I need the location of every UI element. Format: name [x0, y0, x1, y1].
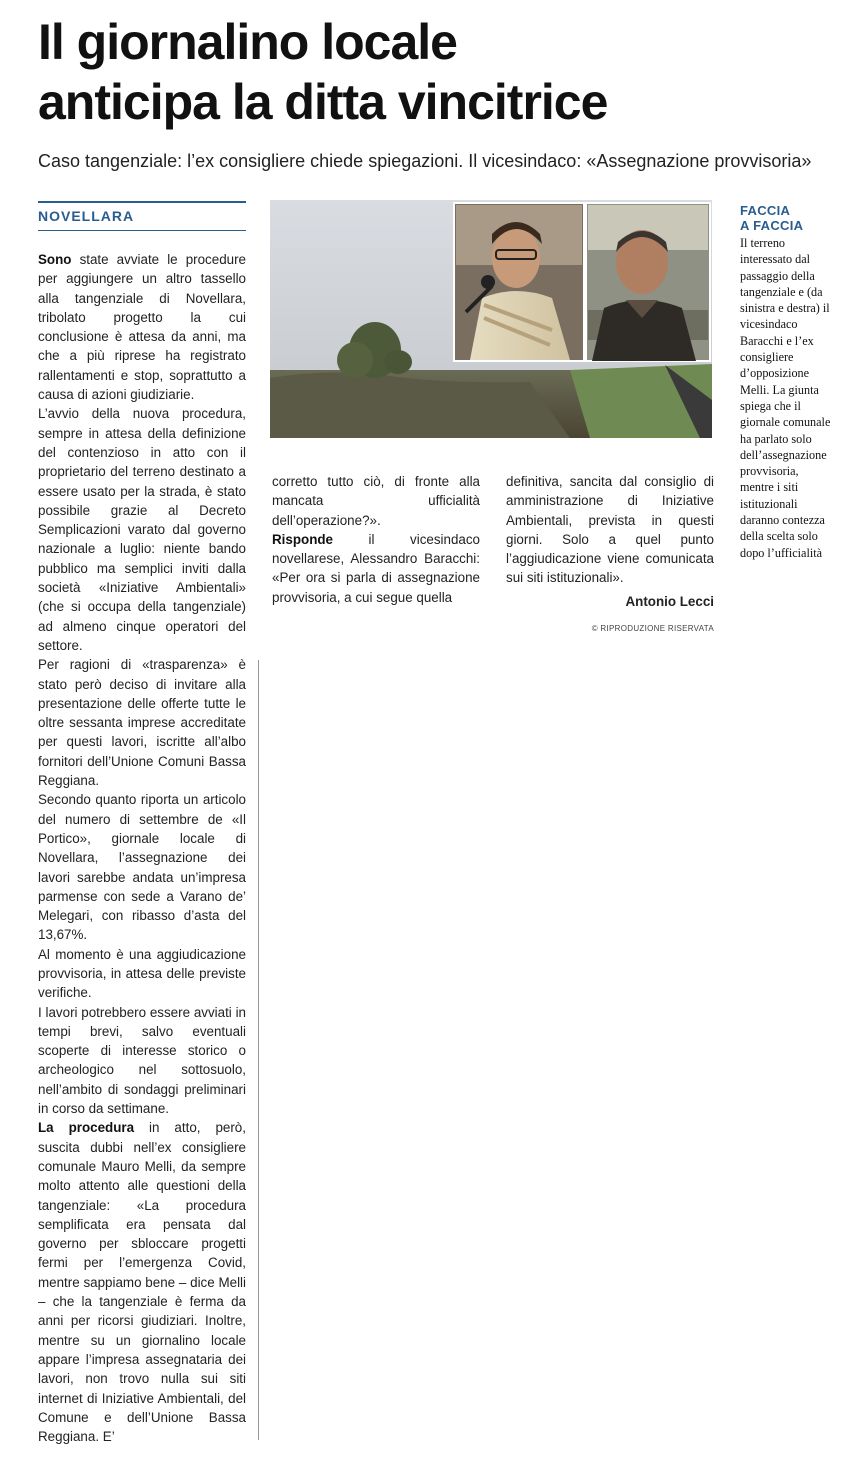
paragraph-7-lead: La procedura [38, 1120, 135, 1136]
paragraph-3: Per ragioni di «trasparenza» è stato però deciso di invitare alla presentazione delle offerte tutte le oltre sessanta imprese accreditate per questi lavori, iscritte all’albo fornitori dell’Unione Comuni Bassa Reggiana. [38, 657, 246, 789]
article-column-1 [38, 250, 246, 1446]
paragraph-1 [38, 250, 246, 404]
location-rule-bottom [38, 230, 246, 231]
article-column-2 [272, 472, 480, 607]
paragraph-8-continued: definitiva, sancita dal consiglio di amministrazione di Iniziative Ambientali, prevista in questi giorni. Solo a quel punto l’aggiudicazione viene comunicata sui siti istituzionali». [506, 474, 714, 586]
paragraph-7-continued: corretto tutto ciò, di fronte alla mancata ufficialità dell’operazione?». [272, 474, 480, 528]
sidebar-title-line-2: A FACCIA [740, 218, 804, 233]
article-photo [270, 200, 712, 438]
photo-caption-sidebar [740, 203, 835, 561]
column-divider [258, 660, 259, 1440]
paragraph-7 [38, 1118, 246, 1446]
paragraph-8-lead: Risponde [272, 531, 334, 547]
paragraph-7-text: in atto, però, suscita dubbi nell’ex consigliere comunale Mauro Melli, da sempre molto attento alle questioni della tangenziale: «La procedura semplificata era pensata dal governo per sbloccare progetti fermi per l’emergenza Covid, mentre sappiamo bene – dice Melli – che la tangenziale è ferma da anni per ricorsi giudiziari. Inoltre, mentre su un giornalino locale appare l’impresa assegnataria dei lavori, non trovo nulla sui siti internet di Iniziative Ambientali, del Comune e dell’Unione Bassa Reggiana. E’ [38, 1120, 246, 1445]
location-label: NOVELLARA [38, 208, 135, 224]
paragraph-8-text: il vicesindaco novellarese, Alessandro Baracchi: «Per ora si parla di assegnazione provvisoria, a cui segue quella [272, 531, 480, 605]
paragraph-1-lead: Sono [38, 252, 72, 267]
copyright-notice: © RIPRODUZIONE RISERVATA [591, 624, 714, 634]
paragraph-1-text: state avviate le procedure per aggiungere un altro tassello alla tangenziale di Novellara, tribolato progetto la cui conclusione è attesa da anni, ma che a più riprese ha registrato rallentamenti e stop, soprattutto a causa di azioni giudiziarie. [38, 252, 246, 403]
paragraph-6: I lavori potrebbero essere avviati in tempi brevi, salvo eventuali scoperte di interesse storico o archeologico nel sottosuolo, nell’ambito di sondaggi preliminari in corso da settimane. [38, 1004, 246, 1117]
photo-composite [270, 200, 712, 438]
paragraph-4: Secondo quanto riporta un articolo del numero di settembre de «Il Portico», giornale locale di Novellara, l’assegnazione dei lavori sarebbe andata un’impresa parmense con sede a Varano de’ Melegari, con ribasso d’asta del 13,67%. [38, 792, 246, 943]
paragraph-2: L’avvio della nuova procedura, sempre in attesa della definizione del contenzioso in atto con il proprietario del terreno destinato a essere usato per la strada, è stato possibile grazie al Decreto Semplicazioni varato dal governo nazionale a luglio: niente bando pubblico ma semplici inviti dalla società «Iniziative Ambientali» (che si occupa della tangenziale) ad almeno cinque operatori del settore. [38, 406, 246, 653]
headline-line-2: anticipa la ditta vincitrice [38, 74, 608, 130]
article-column-3 [506, 472, 714, 638]
headline-line-1: Il giornalino locale [38, 14, 457, 70]
sidebar-caption: Il terreno interessato dal passaggio della tangenziale e (da sinistra e destra) il vicesindaco Baracchi e l’ex consigliere d’opposizione Melli. La giunta spiega che il giornale comunale ha parlato solo dell’assegnazione provvisoria, mentre i siti istituzionali daranno contezza della scelta solo dopo l’ufficialità [740, 236, 831, 560]
headline [38, 12, 838, 132]
paragraph-5: Al momento è una aggiudicazione provvisoria, in attesa delle previste verifiche. [38, 946, 246, 1001]
sidebar-title [740, 203, 835, 233]
subtitle: Caso tangenziale: l’ex consigliere chiede spiegazioni. Il vicesindaco: «Assegnazione provvisoria» [38, 151, 812, 171]
paragraph-8 [272, 530, 480, 607]
sidebar-title-line-1: FACCIA [740, 203, 791, 218]
location-rule-top [38, 201, 246, 203]
author-signature: Antonio Lecci [625, 593, 714, 609]
